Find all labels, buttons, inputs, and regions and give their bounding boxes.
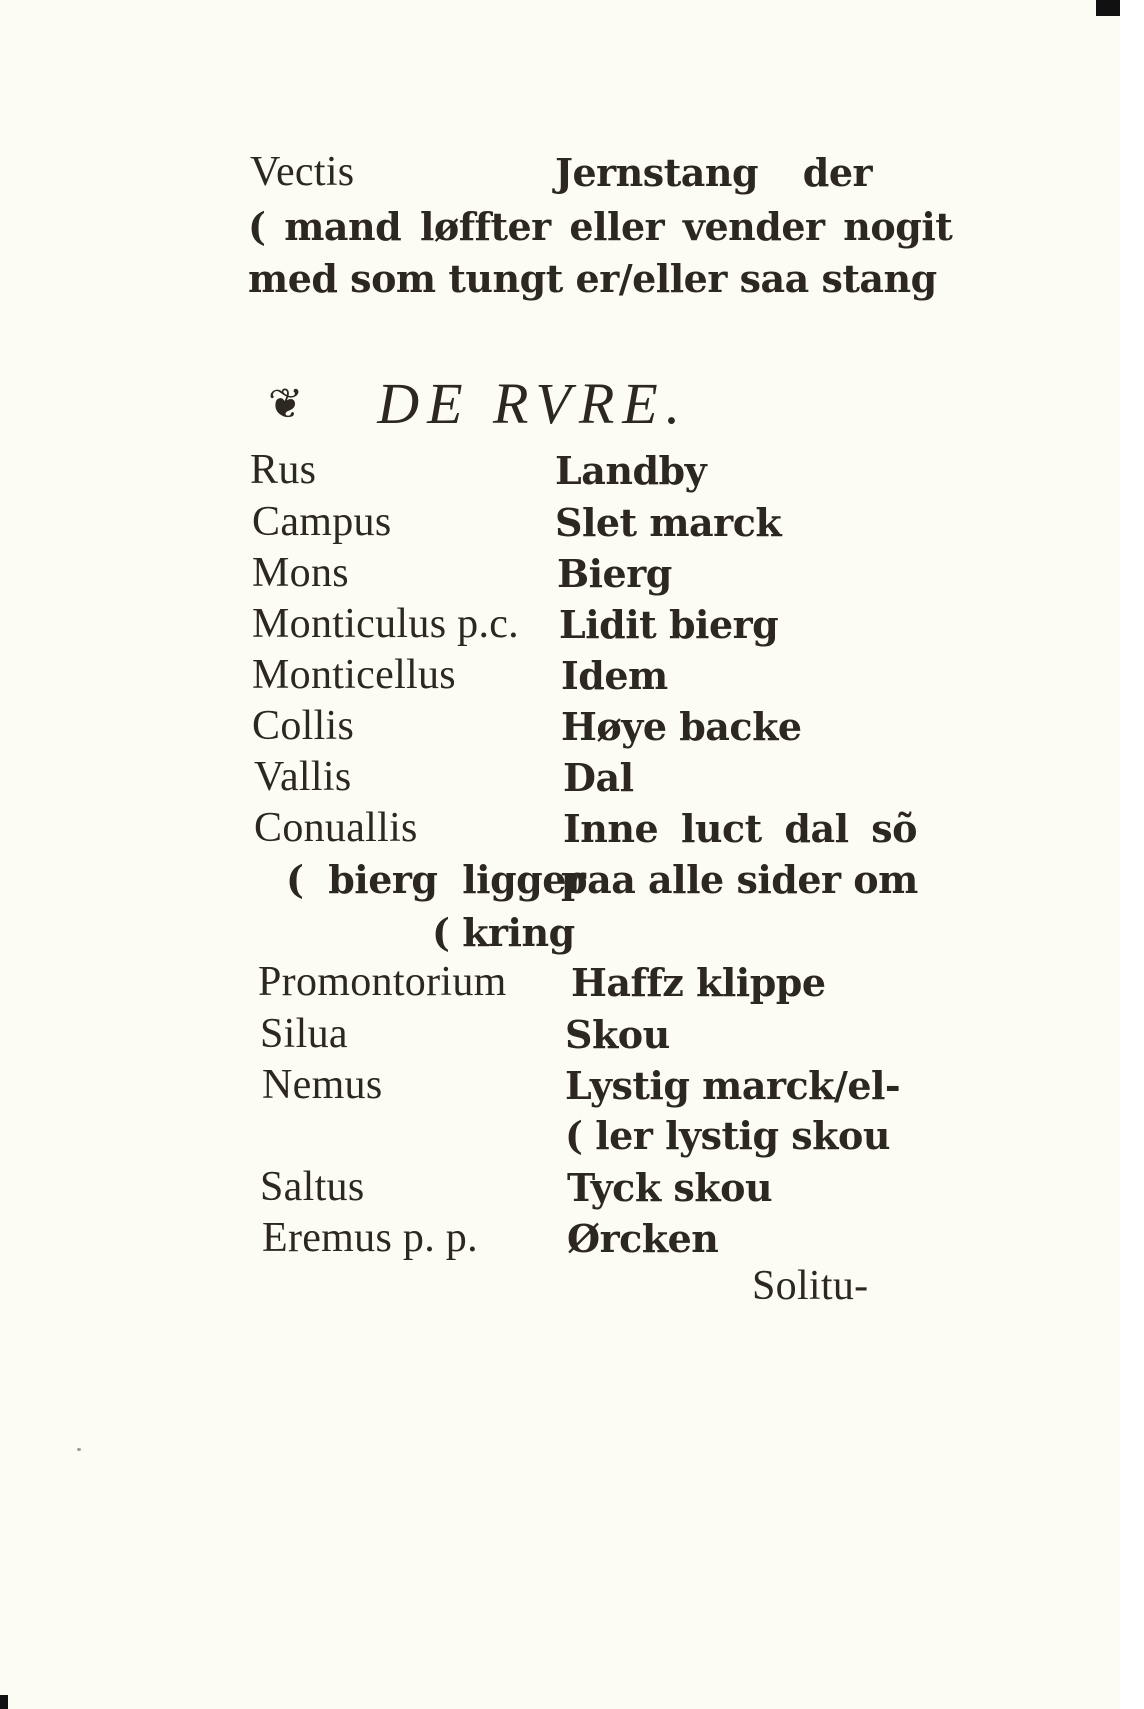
entry-danish: Bierg — [557, 551, 672, 596]
entry-latin: Campus — [252, 499, 392, 545]
entry-latin-vectis: Vectis — [250, 149, 355, 195]
entry-latin: Collis — [252, 703, 355, 749]
entry-latin: Monticulus p.c. — [252, 601, 519, 647]
catchword: Solitu- — [752, 1263, 869, 1309]
scan-edge-mark — [0, 1695, 8, 1709]
entry-danish: Høye backe — [561, 704, 802, 749]
entry-danish-vectis: Jernstang der — [555, 150, 873, 195]
entry-latin: Eremus p. p. — [262, 1215, 478, 1261]
entry-danish: Slet marck — [555, 500, 782, 545]
entry-latin: Rus — [250, 447, 317, 493]
entry-danish: Lystig marck/el- — [565, 1063, 901, 1108]
section-heading-text: DE RVRE. — [377, 371, 689, 436]
entry-latin: Mons — [252, 550, 349, 596]
entry-latin: Saltus — [260, 1164, 365, 1210]
entry-latin-continuation: ( bierg ligger — [286, 857, 586, 902]
entry-danish: Landby — [555, 448, 707, 493]
entry-latin: Nemus — [262, 1062, 383, 1108]
entry-latin-continuation: ( kring — [432, 910, 575, 955]
entry-latin: Conuallis — [254, 805, 418, 851]
entry-danish: Dal — [563, 755, 634, 800]
entry-continuation-line: ( mand løffter eller vender nogit — [248, 204, 953, 249]
entry-latin: Vallis — [254, 754, 352, 800]
entry-danish: Haffz klippe — [571, 960, 826, 1005]
entry-latin: Monticellus — [252, 652, 456, 698]
entry-danish: Tyck skou — [567, 1165, 773, 1210]
entry-latin: Silua — [260, 1011, 348, 1057]
entry-continuation-line: med som tungt er/eller saa stang — [248, 256, 937, 301]
paper-speck — [77, 1448, 81, 1451]
fleuron-icon: ❦ — [268, 379, 304, 428]
scan-edge-mark — [1096, 0, 1120, 16]
entry-danish: Inne luct dal sõ — [563, 806, 918, 851]
entry-danish: Lidit bierg — [559, 602, 779, 647]
entry-danish: Ørcken — [567, 1216, 719, 1261]
entry-latin: Promontorium — [258, 959, 507, 1005]
entry-danish: Skou — [565, 1012, 670, 1057]
entry-danish: Idem — [561, 653, 668, 698]
entry-danish-continuation: ( ler lystig skou — [565, 1113, 890, 1158]
section-heading — [268, 370, 688, 437]
entry-danish: paa alle sider om — [561, 857, 918, 902]
